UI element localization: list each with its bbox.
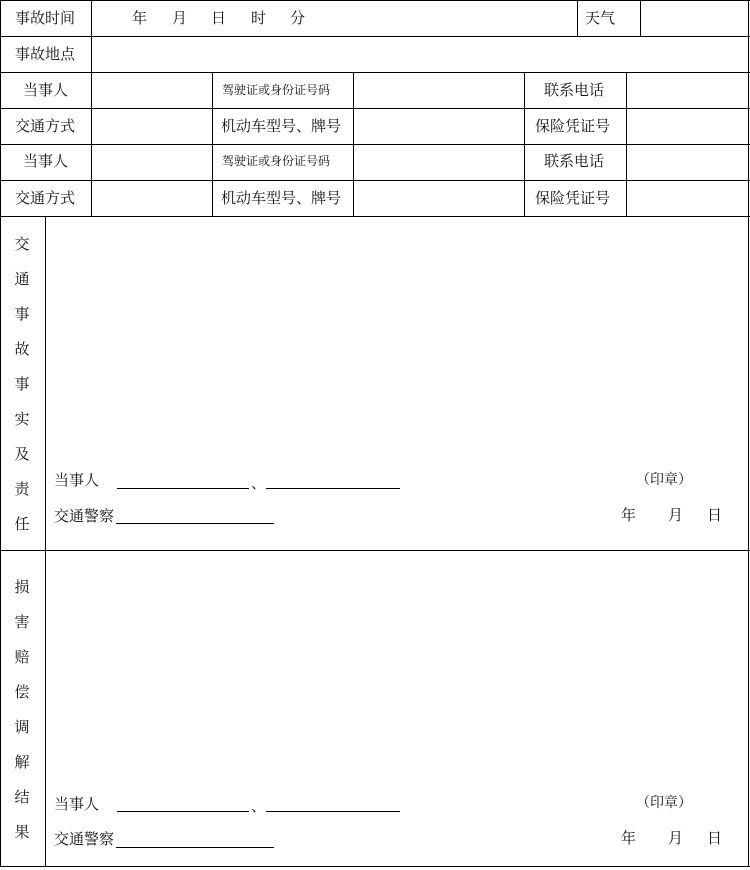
facts-party-sign-label: 当事人 [54,471,100,489]
phone-field[interactable] [627,73,748,108]
facts-title-char: 实 [14,410,30,428]
time-hour-label: 时 [251,9,267,27]
accident-place-field[interactable] [92,37,748,72]
traffic-mode-label: 交通方式 [15,189,76,207]
facts-title-char: 责 [14,480,30,498]
damages-police-signature-line[interactable] [116,847,274,848]
col-divider [577,0,578,37]
accident-time-field[interactable] [92,1,577,36]
license-label: 驾驶证或身份证号码 [222,83,331,97]
damages-title-char: 害 [14,613,30,631]
time-month-label: 月 [172,9,188,27]
facts-police-signature-line[interactable] [116,523,274,524]
traffic-mode-label: 交通方式 [15,117,76,135]
party-label: 当事人 [23,81,69,99]
damages-text-area[interactable] [46,551,748,781]
facts-seal-label: （印章） [636,472,692,488]
facts-date-month: 月 [668,506,684,524]
license-number-field[interactable] [354,145,524,180]
accident-place-label: 事故地点 [15,45,76,63]
insurance-field[interactable] [627,109,748,144]
party-name-field[interactable] [92,73,212,108]
insurance-field[interactable] [627,181,748,216]
damages-date-year: 年 [621,829,637,847]
col-divider [524,72,525,217]
damages-title-char: 解 [14,753,30,771]
vehicle-plate-field[interactable] [354,109,524,144]
damages-title-char: 结 [14,788,30,806]
phone-field[interactable] [627,145,748,180]
insurance-label: 保险凭证号 [535,189,611,207]
party-label: 当事人 [23,152,69,170]
time-day-label: 日 [211,9,227,27]
damages-separator: 、 [251,797,267,815]
damages-date-day: 日 [707,829,723,847]
damages-date-month: 月 [668,829,684,847]
vehicle-label: 机动车型号、牌号 [221,189,342,207]
insurance-label: 保险凭证号 [535,117,611,135]
facts-text-area[interactable] [46,217,748,457]
damages-title-char: 损 [14,578,30,596]
weather-field[interactable] [641,1,748,36]
damages-title-char: 调 [14,718,30,736]
facts-title-char: 通 [14,270,30,288]
traffic-mode-field[interactable] [92,109,212,144]
party-name-field[interactable] [92,145,212,180]
damages-title-char: 果 [14,823,30,841]
damages-police-sign-label: 交通警察 [54,830,115,848]
license-label: 驾驶证或身份证号码 [222,154,331,168]
col-divider [212,72,213,217]
vehicle-label: 机动车型号、牌号 [221,117,342,135]
facts-title-char: 交 [14,235,30,253]
border-right [748,0,749,867]
facts-title-char: 故 [14,340,30,358]
facts-party-signature-line-1[interactable] [117,488,249,489]
damages-title-char: 赔 [14,648,30,666]
time-minute-label: 分 [290,9,306,27]
damages-party-sign-label: 当事人 [54,795,100,813]
facts-title-char: 及 [14,445,30,463]
facts-separator: 、 [251,474,267,492]
accident-time-label: 事故时间 [15,9,76,27]
damages-party-signature-line-1[interactable] [117,811,249,812]
damages-party-signature-line-2[interactable] [266,811,400,812]
facts-title-char: 任 [14,515,30,533]
traffic-mode-field[interactable] [92,181,212,216]
facts-title-char: 事 [14,375,30,393]
weather-label: 天气 [585,9,616,27]
facts-date-year: 年 [621,506,637,524]
facts-date-day: 日 [707,506,723,524]
vehicle-plate-field[interactable] [354,181,524,216]
border-left [0,0,1,867]
damages-seal-label: （印章） [636,795,692,811]
license-number-field[interactable] [354,73,524,108]
damages-title-char: 偿 [14,683,30,701]
border-bottom [0,866,750,867]
phone-label: 联系电话 [544,81,605,99]
phone-label: 联系电话 [544,152,605,170]
time-year-label: 年 [132,9,148,27]
facts-title-char: 事 [14,305,30,323]
facts-party-signature-line-2[interactable] [266,488,400,489]
facts-police-sign-label: 交通警察 [54,507,115,525]
